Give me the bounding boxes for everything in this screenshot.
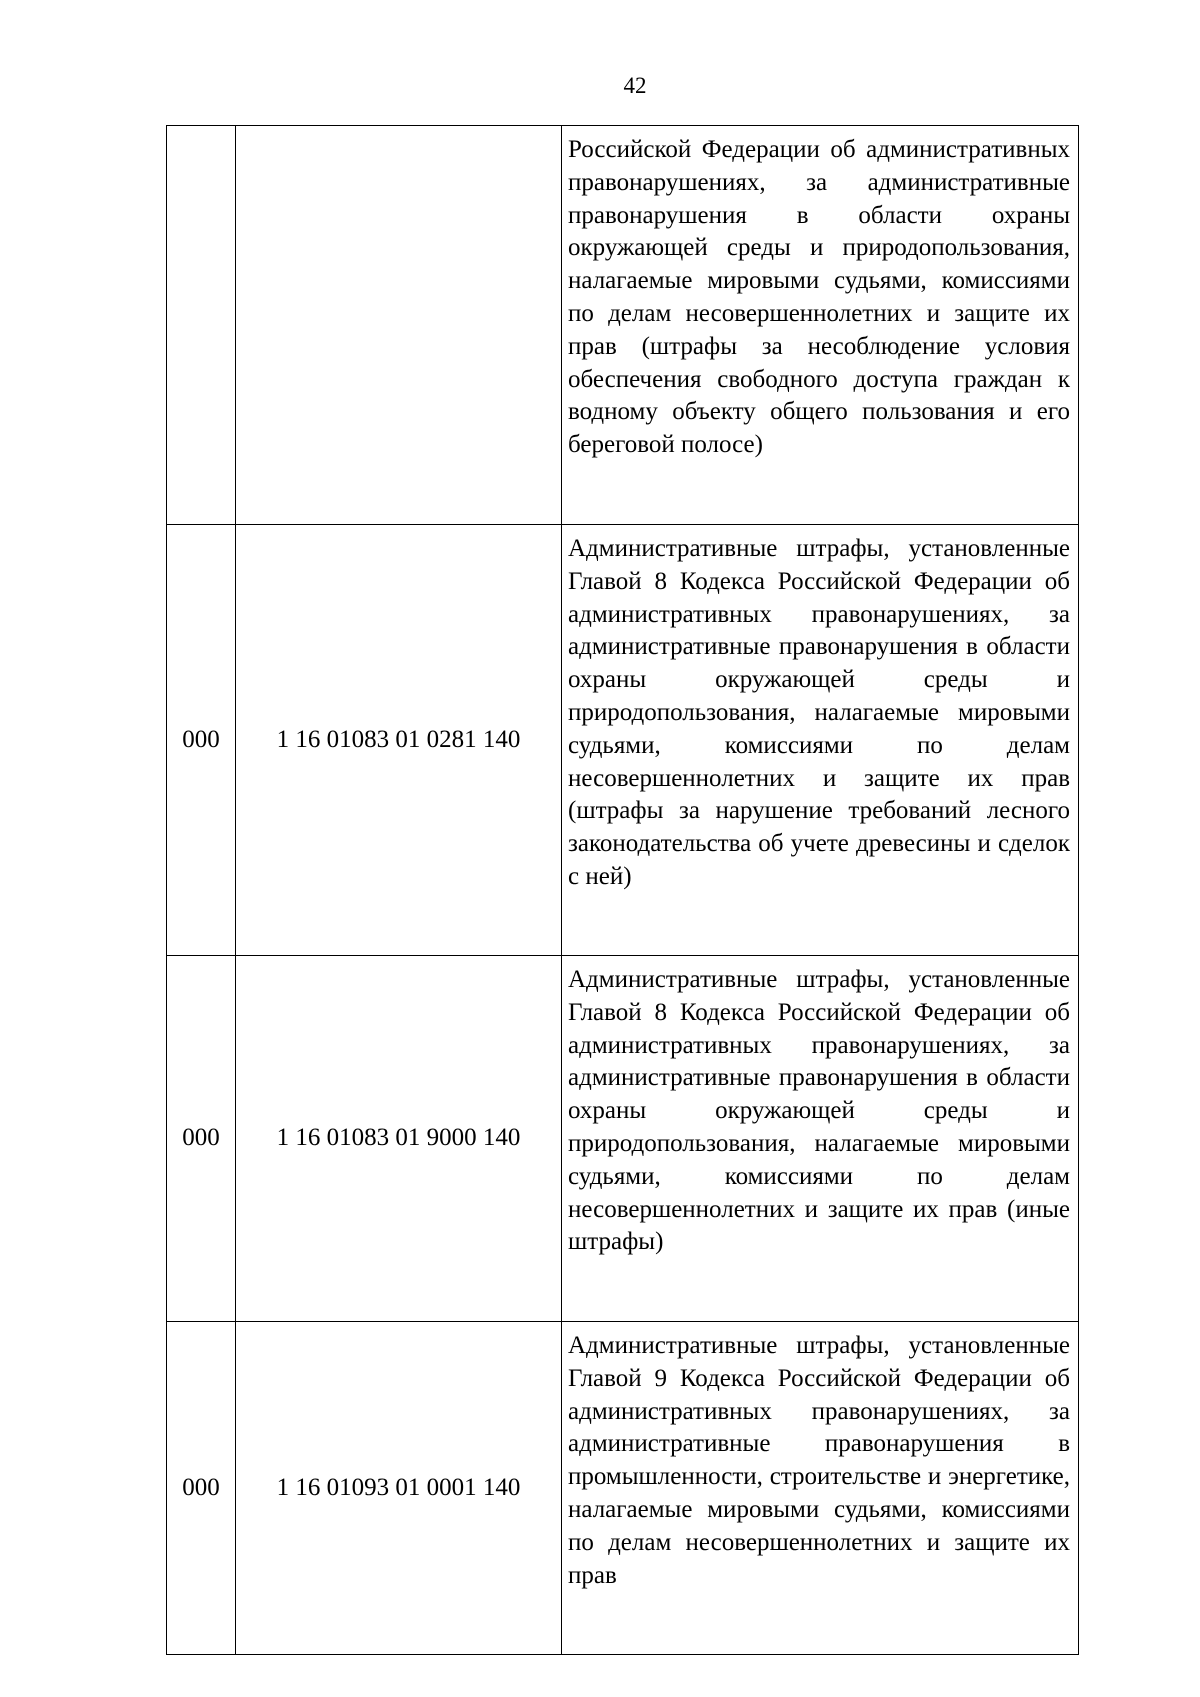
admin-code-cell [167, 126, 236, 525]
kbk-code-cell: 1 16 01083 01 0281 140 [236, 525, 562, 956]
description-cell: Административные штрафы, установленные Главой 9 Кодекса Российской Федерации об административных правонарушениях, за административные правонарушения в промышленности, строительстве и энергетике, налагаемые мировыми судьями, комиссиями по делам несовершеннолетних и защите их прав [562, 1322, 1079, 1655]
budget-classification-table [166, 125, 1079, 1655]
page-number: 42 [623, 73, 647, 98]
admin-code-cell: 000 [167, 525, 236, 956]
admin-code-cell: 000 [167, 1322, 236, 1655]
table-row [167, 525, 1079, 956]
description-cell: Российской Федерации об административных правонарушениях, за административные правонарушения в области охраны окружающей среды и природопользования, налагаемые мировыми судьями, комиссиями по делам несовершеннолетних и защите их прав (штрафы за несоблюдение условия обеспечения свободного доступа граждан к водному объекту общего пользования и его береговой полосе) [562, 126, 1079, 525]
kbk-code-cell: 1 16 01093 01 0001 140 [236, 1322, 562, 1655]
table-row [167, 126, 1079, 525]
table-row [167, 956, 1079, 1322]
kbk-code-cell: 1 16 01083 01 9000 140 [236, 956, 562, 1322]
kbk-code-cell [236, 126, 562, 525]
admin-code-cell: 000 [167, 956, 236, 1322]
table-row [167, 1322, 1079, 1655]
description-cell: Административные штрафы, установленные Главой 8 Кодекса Российской Федерации об административных правонарушениях, за административные правонарушения в области охраны окружающей среды и природопользования, налагаемые мировыми судьями, комиссиями по делам несовершеннолетних и защите их прав (штрафы за нарушение требований лесного законодательства об учете древесины и сделок с ней) [562, 525, 1079, 956]
description-cell: Административные штрафы, установленные Главой 8 Кодекса Российской Федерации об административных правонарушениях, за административные правонарушения в области охраны окружающей среды и природопользования, налагаемые мировыми судьями, комиссиями по делам несовершеннолетних и защите их прав (иные штрафы) [562, 956, 1079, 1322]
